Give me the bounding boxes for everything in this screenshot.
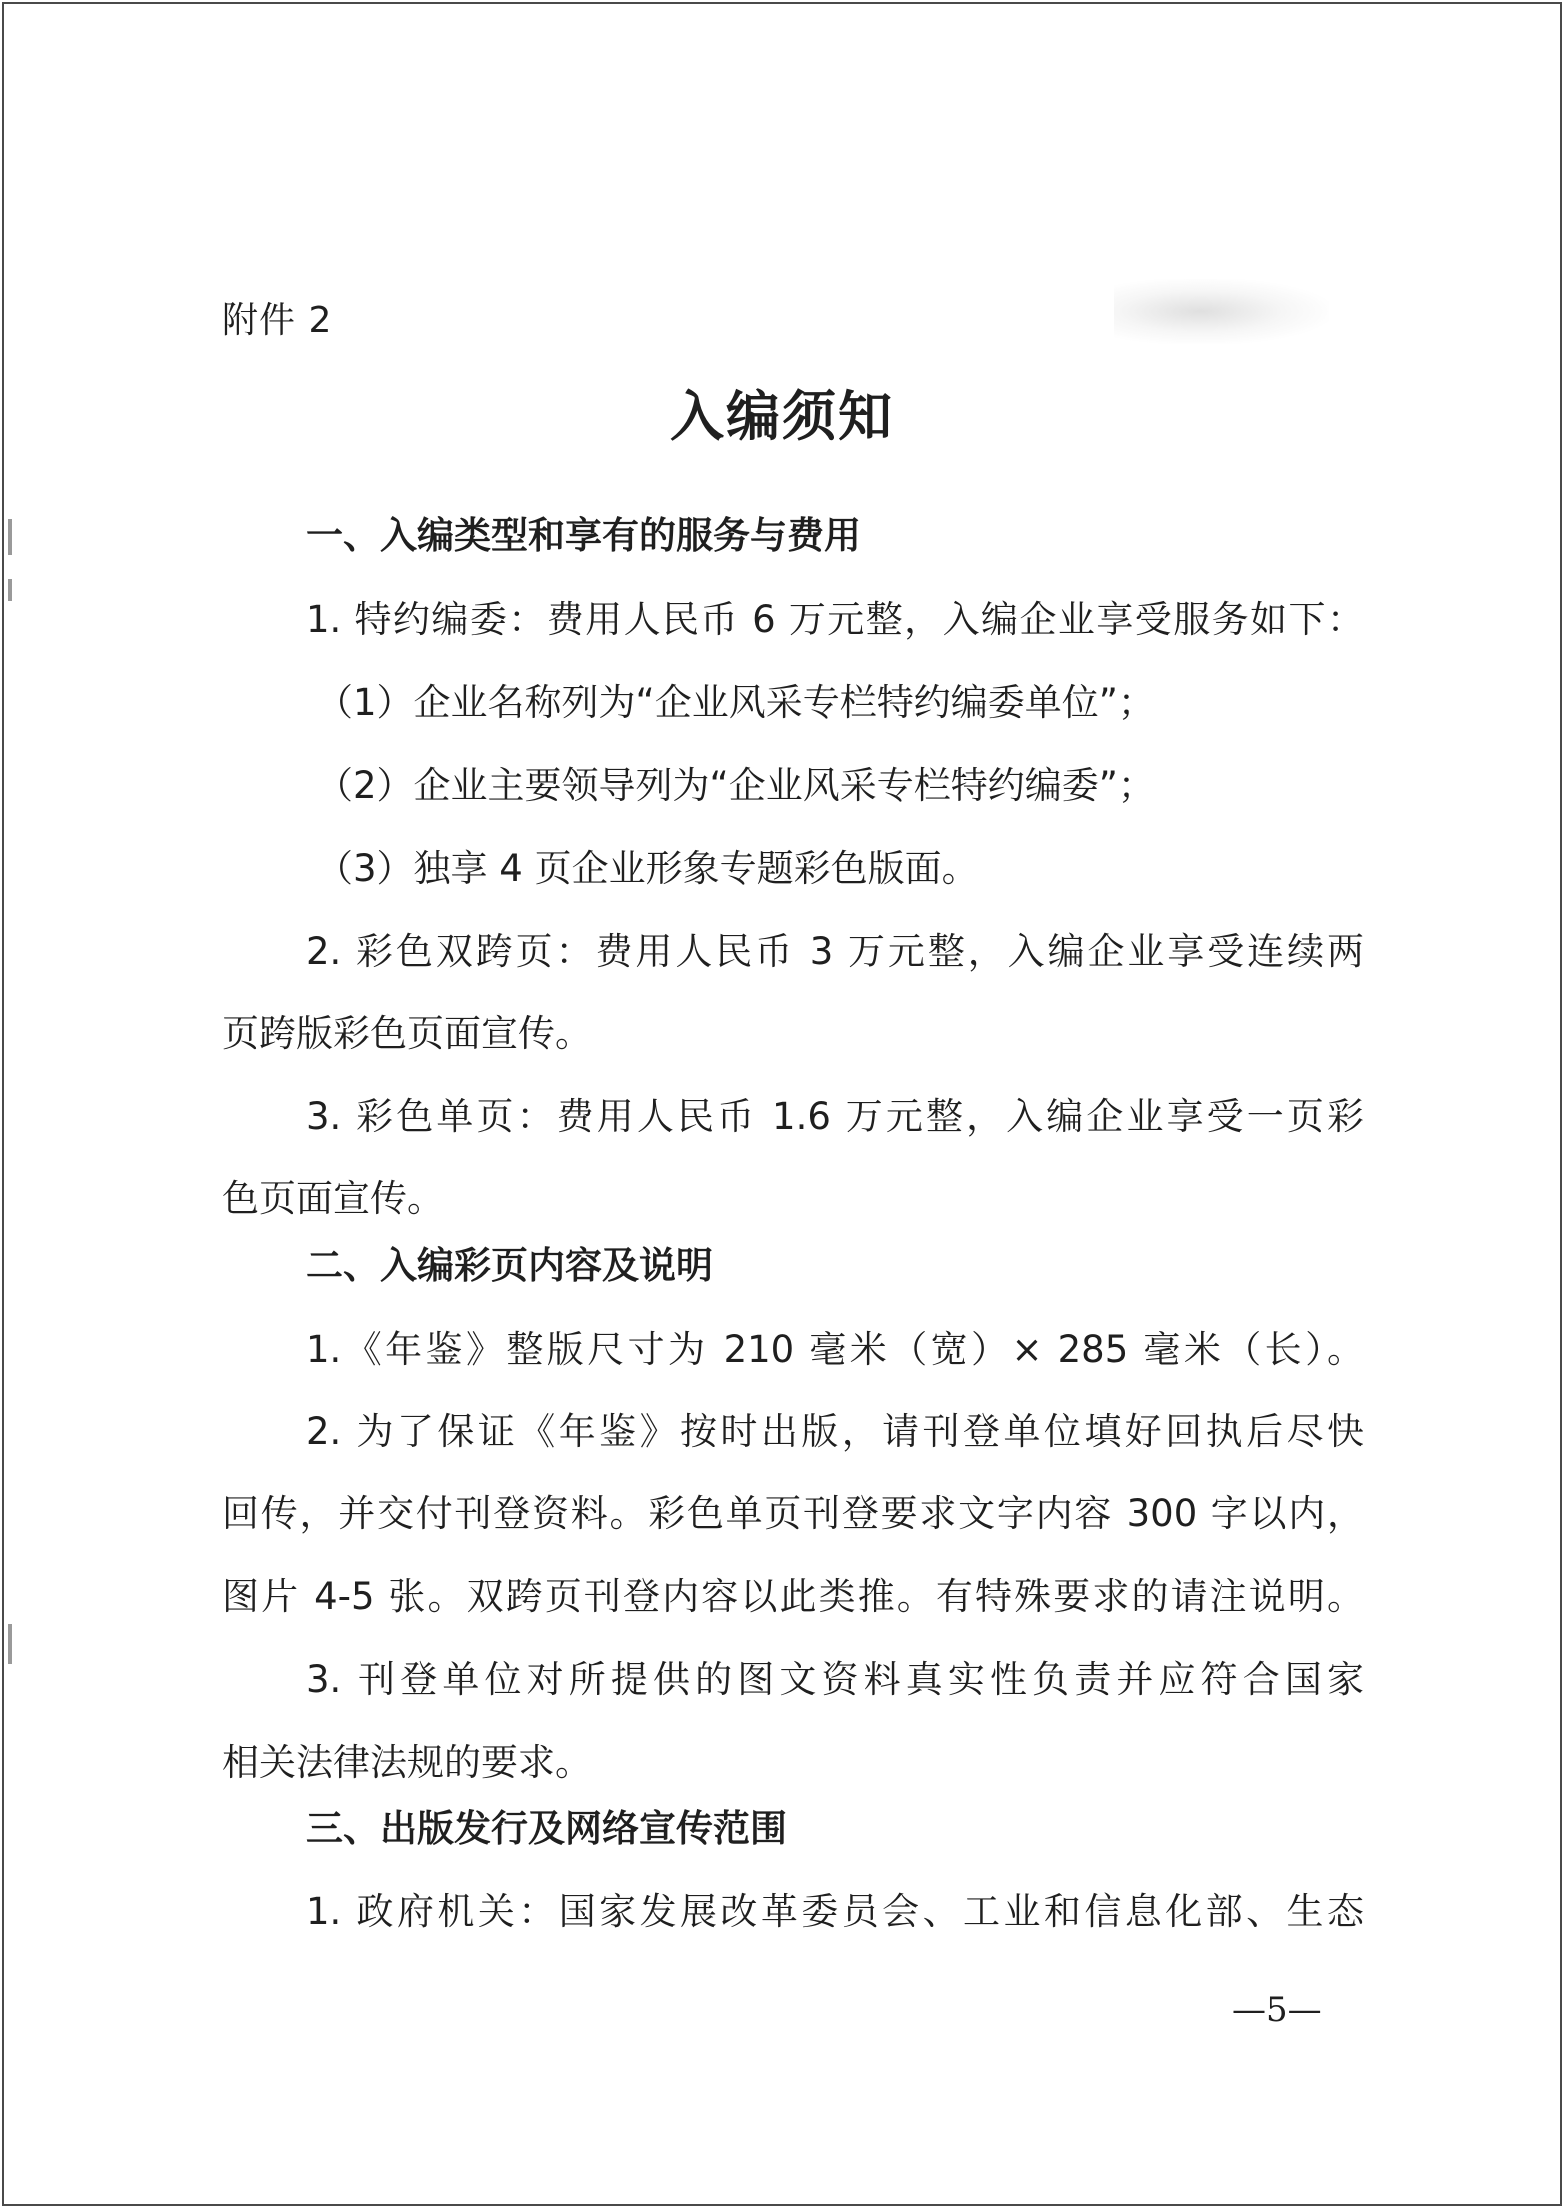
document-title: 入编须知: [670, 385, 894, 448]
section-heading-3: 三、出版发行及网络宣传范围: [306, 1807, 787, 1850]
section-heading-1: 一、入编类型和享有的服务与费用: [306, 514, 861, 557]
scan-edge-mark: [8, 519, 12, 555]
paragraph-line: 1.《年鉴》整版尺寸为 210 毫米（宽）× 285 毫米（长）。: [306, 1328, 1364, 1371]
scan-smudge: [1114, 279, 1329, 344]
scan-edge-mark: [8, 1624, 12, 1664]
paragraph-line: 2. 为了保证《年鉴》按时出版，请刊登单位填好回执后尽快: [306, 1410, 1364, 1453]
paragraph-line: 图片 4-5 张。双跨页刊登内容以此类推。有特殊要求的请注说明。: [222, 1575, 1364, 1618]
paragraph-line: （1）企业名称列为“企业风采专栏特约编委单位”；: [316, 681, 1155, 724]
paragraph-line: （3）独享 4 页企业形象专题彩色版面。: [316, 847, 979, 890]
paragraph-line: 色页面宣传。: [222, 1177, 444, 1220]
paragraph-line: 1. 政府机关：国家发展改革委员会、工业和信息化部、生态: [306, 1890, 1364, 1933]
paragraph-line: 3. 彩色单页：费用人民币 1.6 万元整，入编企业享受一页彩: [306, 1095, 1364, 1138]
section-heading-2: 二、入编彩页内容及说明: [306, 1244, 713, 1287]
paragraph-line: 2. 彩色双跨页：费用人民币 3 万元整，入编企业享受连续两: [306, 930, 1364, 973]
document-page: [2, 2, 1562, 2206]
paragraph-line: （2）企业主要领导列为“企业风采专栏特约编委”；: [316, 764, 1155, 807]
paragraph-line: 3. 刊登单位对所提供的图文资料真实性负责并应符合国家: [306, 1658, 1364, 1701]
paragraph-line: 1. 特约编委：费用人民币 6 万元整，入编企业享受服务如下：: [306, 598, 1364, 641]
scan-edge-mark: [8, 579, 12, 601]
page-number: —5—: [1232, 1990, 1322, 2030]
paragraph-line: 相关法律法规的要求。: [222, 1741, 592, 1784]
paragraph-line: 回传，并交付刊登资料。彩色单页刊登要求文字内容 300 字以内，: [222, 1492, 1364, 1535]
paragraph-line: 页跨版彩色页面宣传。: [222, 1012, 592, 1055]
attachment-label: 附件 2: [222, 300, 333, 341]
